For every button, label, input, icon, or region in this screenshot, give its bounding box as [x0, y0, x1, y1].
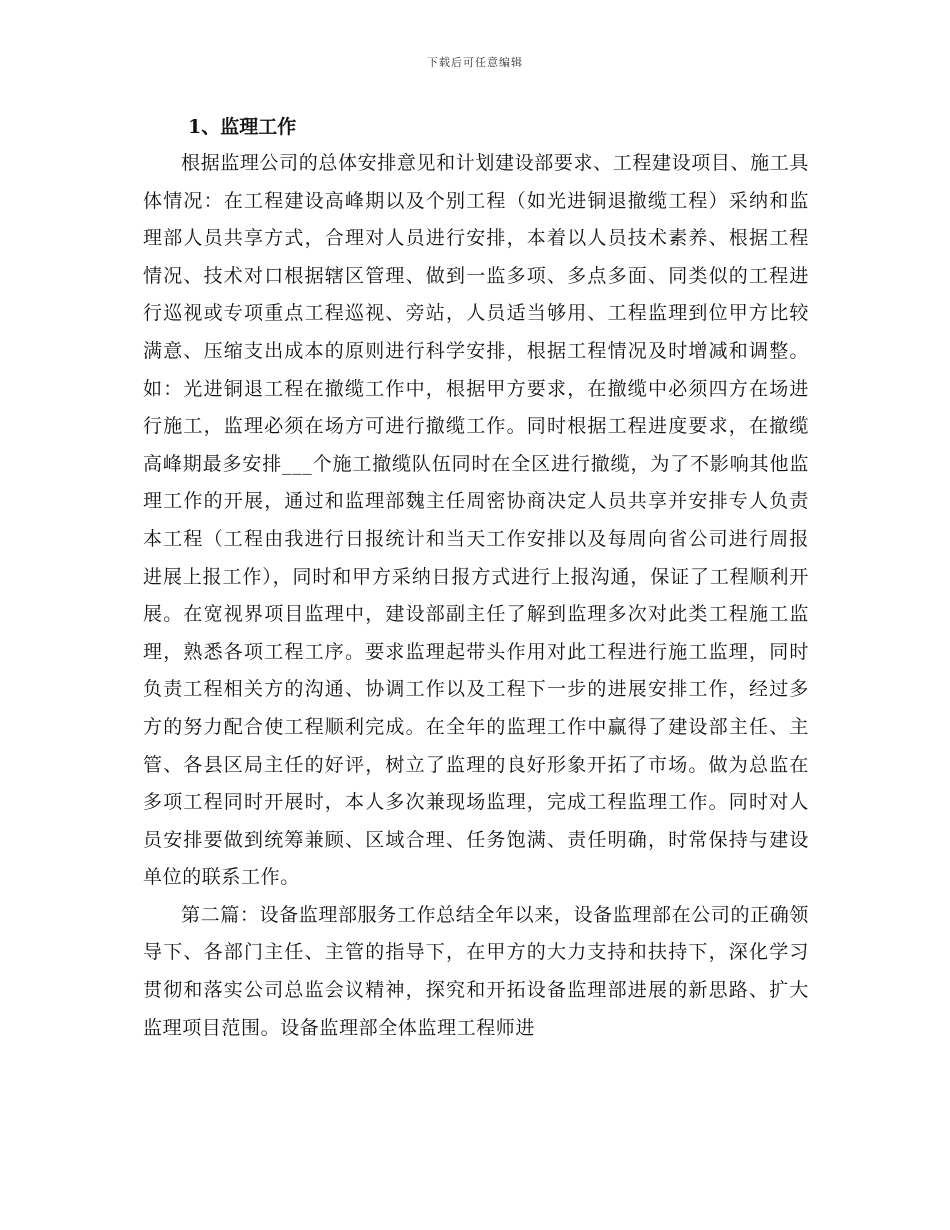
section-title: 1、监理工作 [188, 116, 297, 138]
page-header: 下载后可任意编辑 [427, 56, 523, 69]
document-body [143, 111, 809, 1047]
body-paragraph: 第二篇：设备监理部服务工作总结全年以来，设备监理部在公司的正确领导下、各部门主任、主管的指导下，在甲方的大力支持和扶持下，深化学习贯彻和落实公司总监会议精神，探究和开拓设备监理部进展的新思路、扩大监理项目范围。设备监理部全体监理工程师进 [143, 903, 809, 1039]
body-paragraph: 根据监理公司的总体安排意见和计划建设部要求、工程建设项目、施工具体情况：在工程建设高峰期以及个别工程（如光进铜退撤缆工程）采纳和监理部人员共享方式，合理对人员进行安排，本着以人员技术素养、根据工程情况、技术对口根据辖区管理、做到一监多项、多点多面、同类似的工程进行巡视或专项重点工程巡视、旁站，人员适当够用、工程监理到位甲方比较满意、压缩支出成本的原则进行科学安排，根据工程情况及时增减和调整。如：光进铜退工程在撤缆工作中，根据甲方要求，在撤缆中必须四方在场进行施工，监理必须在场方可进行撤缆工作。同时根据工程进度要求，在撤缆高峰期最多安排___个施工撤缆队伍同时在全区进行撤缆，为了不影响其他监理工作的开展，通过和监理部魏主任周密协商决定人员共享并安排专人负责本工程（工程由我进行日报统计和当天工作安排以及每周向省公司进行周报进展上报工作），同时和甲方采纳日报方式进行上报沟通，保证了工程顺利开展。在宽视界项目监理中，建设部副主任了解到监理多次对此类工程施工监理，熟悉各项工程工序。要求监理起带头作用对此工程进行施工监理，同时负责工程相关方的沟通、协调工作以及工程下一步的进展安排工作，经过多方的努力配合使工程顺利完成。在全年的监理工作中赢得了建设部主任、主管、各县区局主任的好评，树立了监理的良好形象开拓了市场。做为总监在多项工程同时开展时，本人多次兼现场监理，完成工程监理工作。同时对人员安排要做到统筹兼顾、区域合理、任务饱满、责任明确，时常保持与建设单位的联系工作。 [143, 152, 809, 889]
